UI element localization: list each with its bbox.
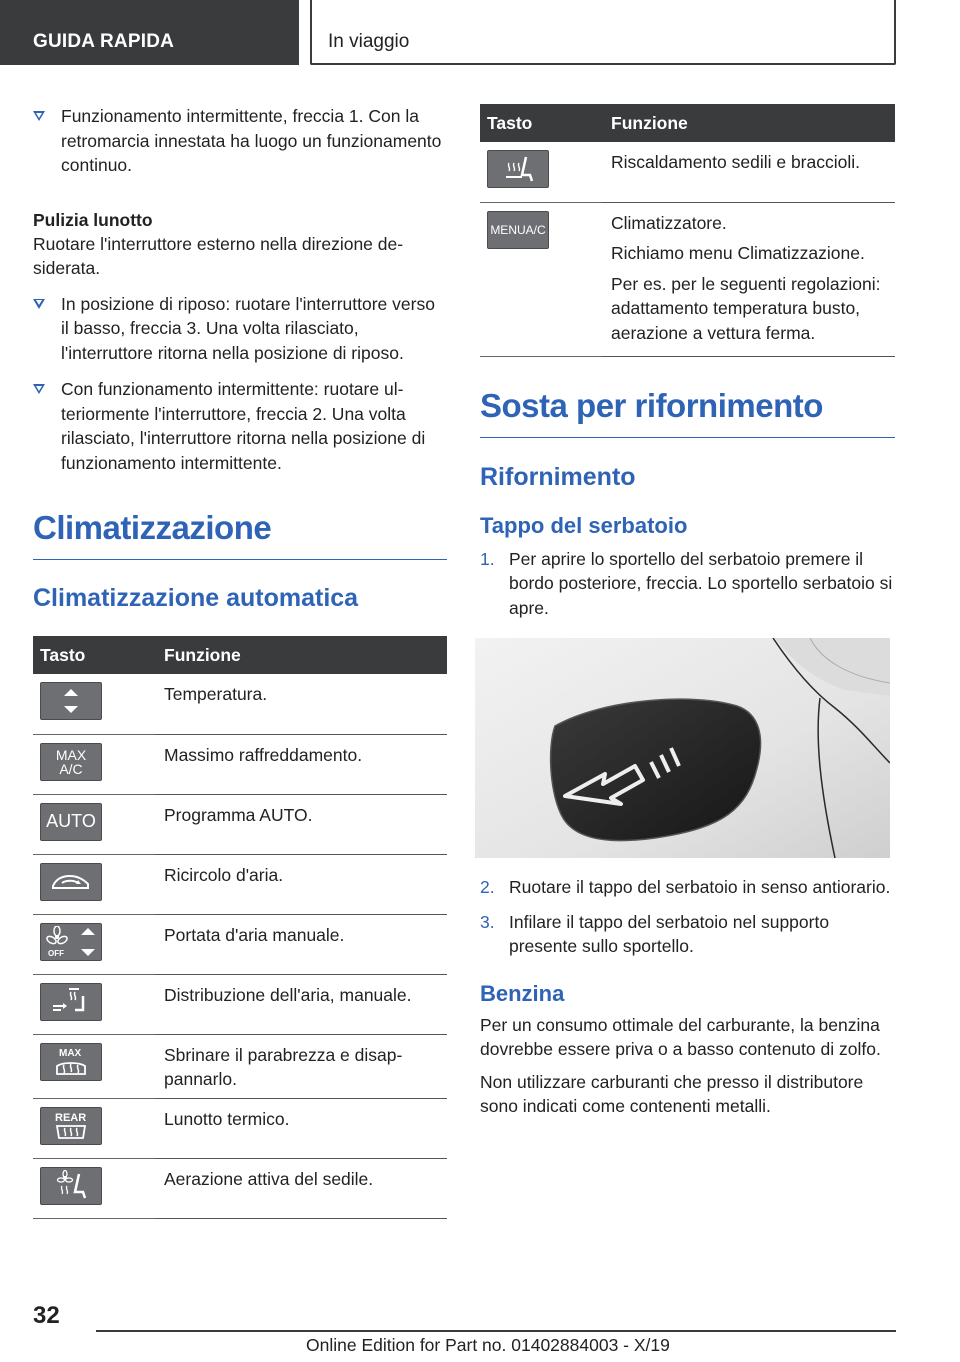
table-row — [33, 674, 447, 734]
rear-wiper-text: Ruotare l'interruttore esterno nella direzione desiderata. — [33, 233, 404, 278]
rear-defrost-icon — [40, 1107, 102, 1145]
table-row — [33, 1034, 447, 1098]
table-row — [33, 854, 447, 914]
table-row — [480, 202, 895, 356]
section-tab — [0, 0, 299, 65]
table-cell: Massimo raffreddamento. — [164, 744, 363, 765]
fan-speed-icon — [40, 923, 102, 961]
climate-heading: Climatizzazione — [33, 509, 447, 560]
table-row — [480, 142, 895, 202]
fuel-flap-illustration — [475, 638, 890, 858]
table-row — [33, 974, 447, 1034]
right-column — [480, 104, 895, 1119]
wiper-bullets — [33, 104, 447, 178]
petrol-text-1: Per un consumo ottimale del carburante, la benzina dovrebbe essere priva o a basso contenuto di zolfo. — [480, 1014, 881, 1059]
table-row — [33, 734, 447, 794]
table-row — [33, 1098, 447, 1158]
list-item: Funzionamento intermittente, freccia 1. Con la retromarcia innestata ha luogo un funzionamento continuo. — [33, 104, 447, 178]
fuel-cap-steps — [480, 547, 895, 621]
air-distribution-icon — [40, 983, 102, 1021]
petrol-heading: Benzina — [480, 980, 565, 1006]
recirculation-icon — [40, 863, 102, 901]
petrol-text-2: Non utilizzare carburanti che presso il distributore sono indicati come contenenti metalli. — [480, 1071, 864, 1116]
table-cell: Distribuzione dell'aria, manuale. — [164, 984, 412, 1005]
left-column — [33, 104, 447, 1219]
seat-keys-table — [480, 104, 895, 357]
auto-climate-heading: Climatizzazione automatica — [33, 584, 359, 612]
climate-keys-table — [33, 636, 447, 1219]
table-cell: Ricircolo d'aria. — [164, 864, 284, 885]
svg-text:MAX: MAX — [59, 1047, 82, 1059]
footer-divider — [96, 1330, 896, 1332]
rear-wiper-bullets — [33, 292, 447, 476]
list-item: Con funzionamento intermittente: ruotare ulteriormente l'interruttore, freccia 2. Una volta rilasciato, l'interruttore ritorna nella posizione di funzionamento intermittente. — [33, 377, 447, 475]
svg-text:REAR: REAR — [55, 1111, 87, 1124]
table-cell: Sbrinare il parabrezza e disappannarlo. — [164, 1044, 403, 1089]
table-row — [33, 914, 447, 974]
section-title: GUIDA RAPIDA — [33, 31, 175, 52]
seat-heating-icon — [487, 150, 549, 188]
refueling-heading: Rifornimento — [480, 462, 636, 491]
footer-edition: Online Edition for Part no. 01402884003 - X/19 — [306, 1335, 670, 1355]
list-item: 3. Infilare il tappo del serbatoio nel supporto presente sullo sportello. — [480, 911, 830, 956]
table-row — [33, 794, 447, 854]
seat-ventilation-icon — [40, 1167, 102, 1205]
list-item: In posizione di riposo: ruotare l'interruttore verso il basso, freccia 3. Una volta rilasciato, l'interruttore ritorna nella posizione di riposo. — [33, 292, 447, 366]
chapter-tab — [310, 0, 896, 65]
triangle-bullet-icon — [33, 384, 45, 394]
page-number: 32 — [33, 1302, 60, 1329]
col-function-header: Funzione — [155, 636, 447, 674]
svg-text:OFF: OFF — [48, 948, 64, 958]
table-cell: Portata d'aria manuale. — [164, 924, 345, 945]
list-item: 2. Ruotare il tappo del serbatoio in senso antiorario. — [480, 877, 891, 897]
rear-wiper-heading: Pulizia lunotto — [33, 209, 153, 230]
chapter-title: In viaggio — [328, 31, 410, 52]
refuel-heading: Sosta per rifornimento — [480, 387, 895, 438]
table-cell: Programma AUTO. — [164, 804, 313, 825]
table-cell: Riscaldamento sedili e braccioli. — [611, 152, 860, 172]
table-cell: Aerazione attiva del sedile. — [164, 1168, 374, 1189]
max-ac-icon: MAX A/C — [40, 743, 102, 781]
col-key-header: Tasto — [33, 636, 155, 674]
col-key-header: Tasto — [480, 104, 602, 142]
table-cell: Temperatura. — [164, 684, 268, 704]
table-row — [33, 1158, 447, 1218]
list-item: 1. Per aprire lo sportello del serbatoio premere il bordo posteriore, freccia. Lo sportello serbatoio si apre. — [480, 548, 893, 618]
triangle-bullet-icon — [33, 299, 45, 309]
fuel-flap-photo — [475, 638, 890, 858]
table-cell: Lunotto termico. — [164, 1108, 290, 1129]
max-defrost-icon — [40, 1043, 102, 1081]
col-function-header: Funzione — [602, 104, 895, 142]
menu-ac-icon: MENU A/C — [487, 211, 549, 249]
auto-icon: AUTO — [40, 803, 102, 841]
temperature-arrows-icon — [40, 682, 102, 720]
fuel-cap-heading: Tappo del serbatoio — [480, 512, 688, 538]
triangle-bullet-icon — [33, 111, 45, 121]
table-cell: Climatizzatore. Richiamo menu Climatizzazione. Per es. per le seguenti regolazioni: adattamento temperatura busto, aerazione a vettura ferma. — [611, 212, 881, 343]
fuel-cap-steps-continued — [480, 875, 895, 959]
